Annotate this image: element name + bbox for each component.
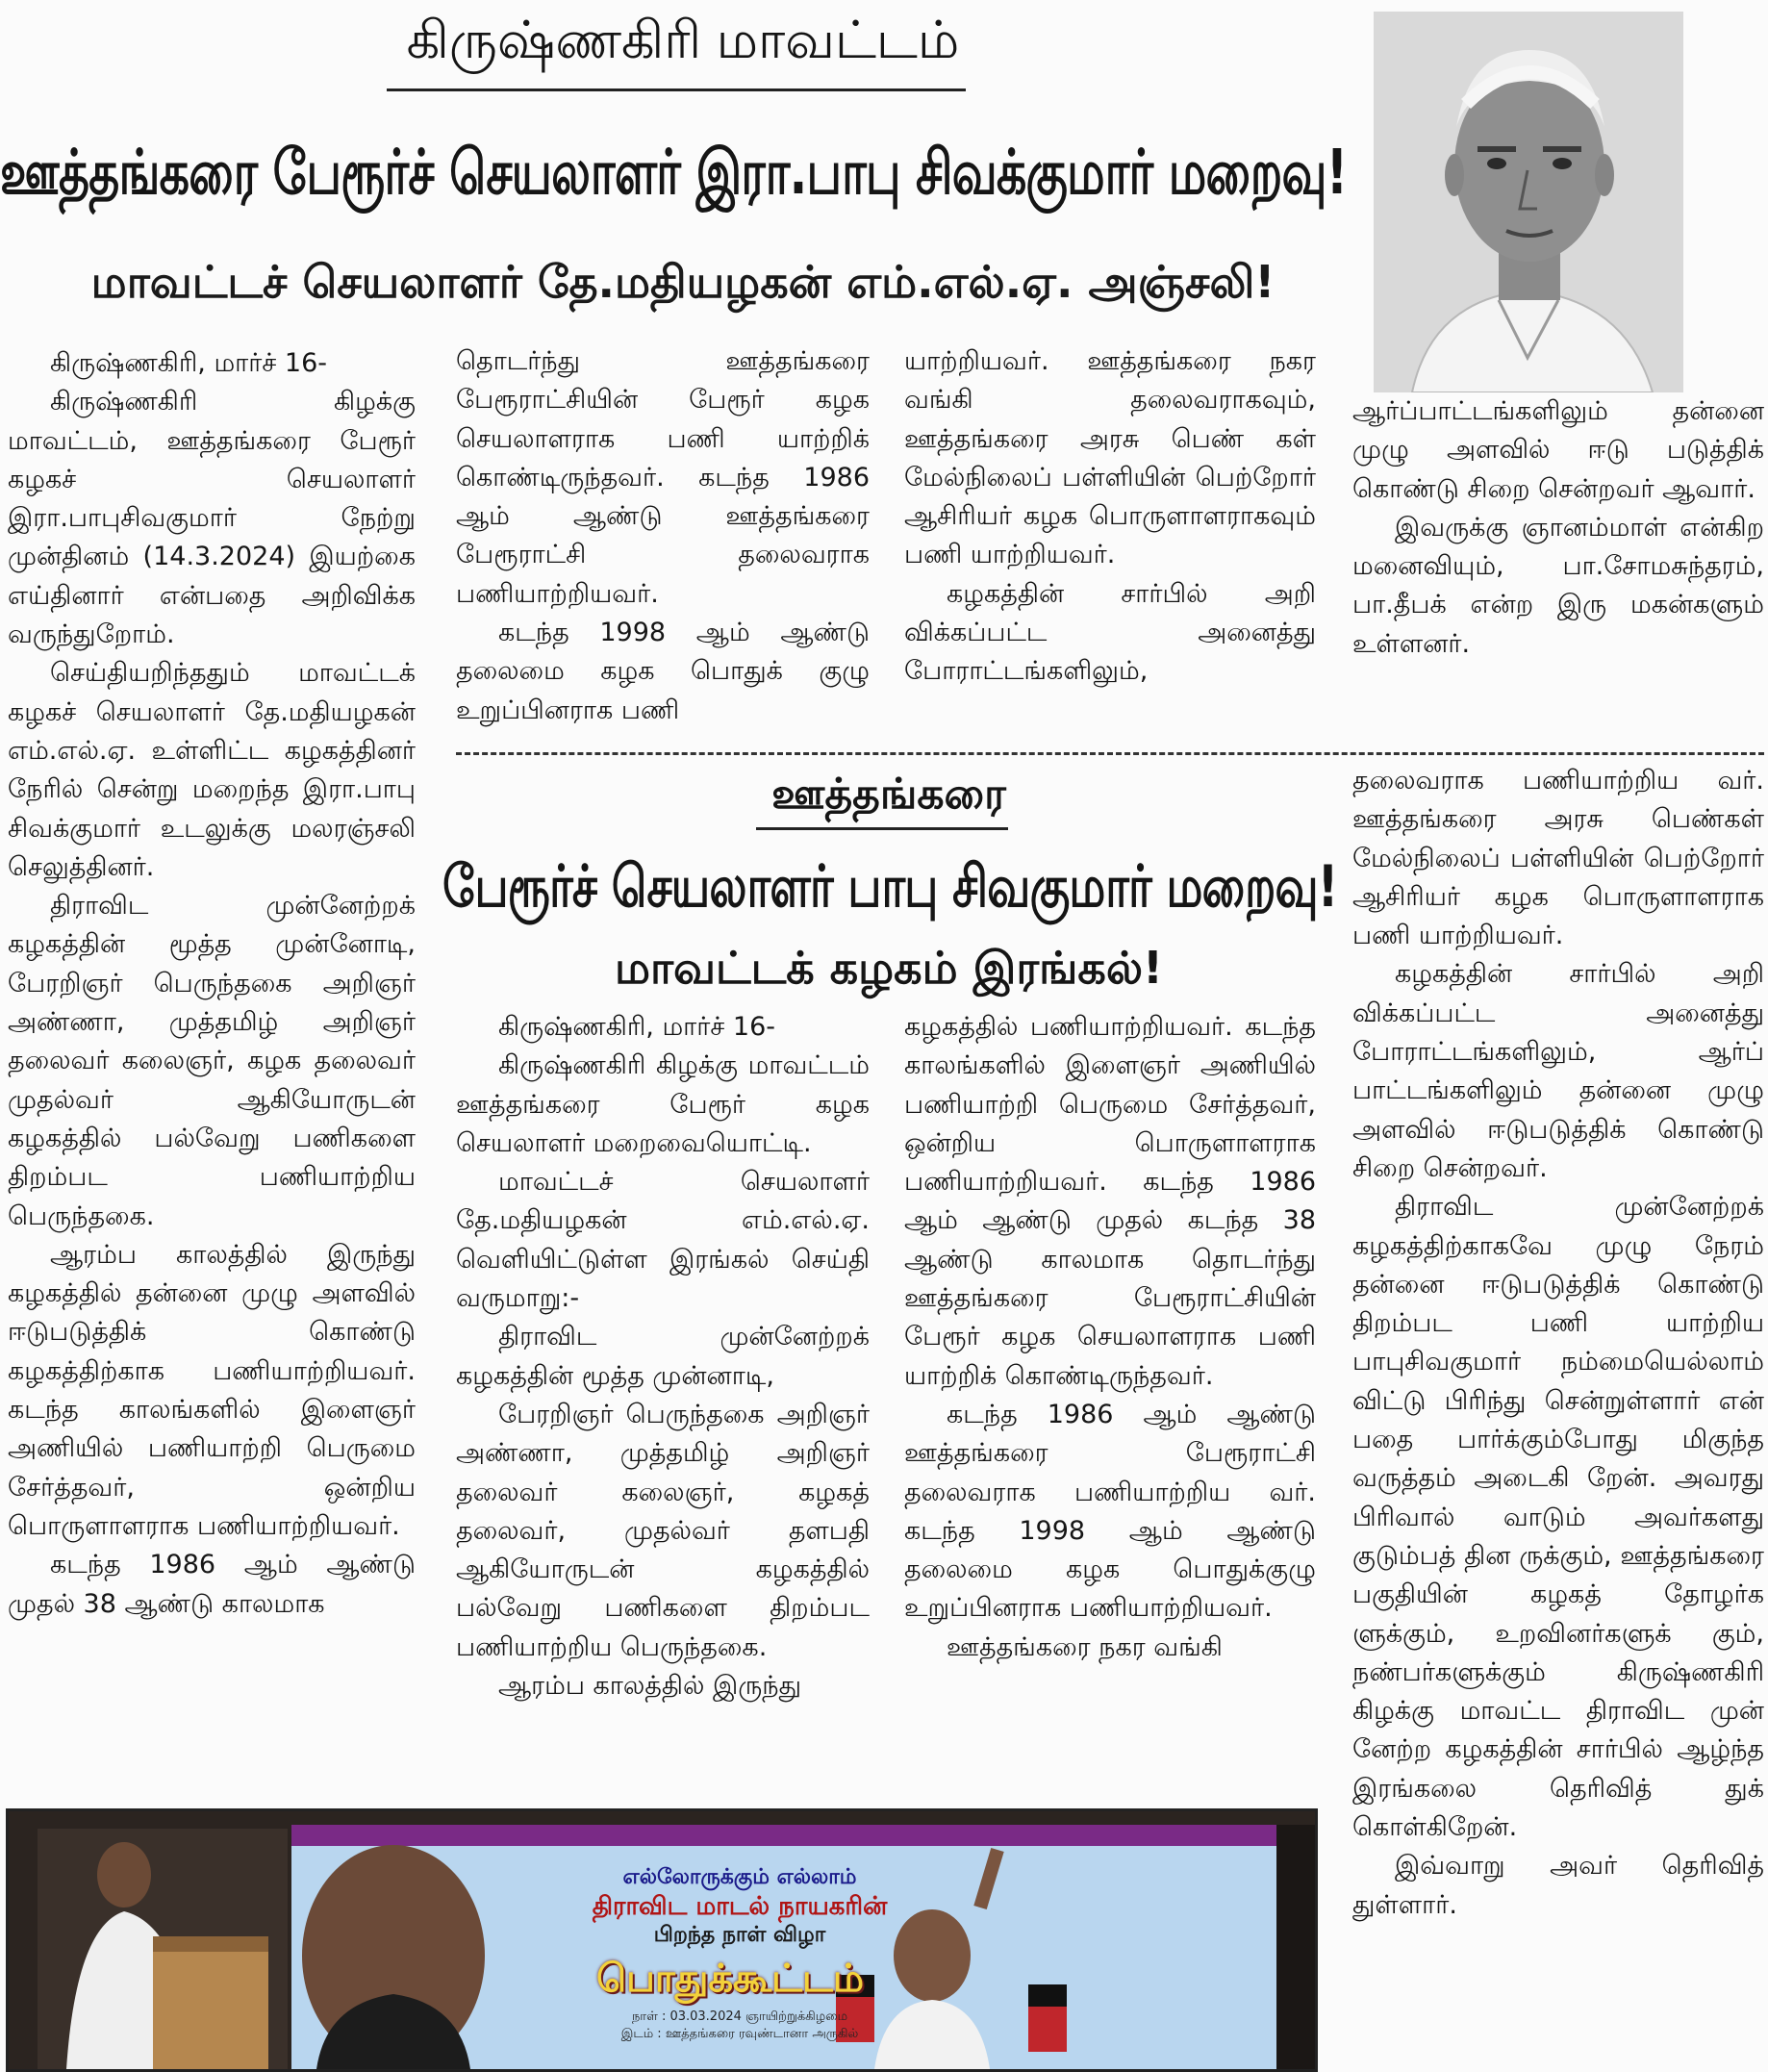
story1-para: செய்தியறிந்ததும் மாவட்டக் கழகச் செயலாளர் தே.மதியழகன் எம்.எல்.ஏ. உள்ளிட்ட கழகத்தினர் நேரில் சென்று மறைந்த இரா.பாபு சிவக்குமார் உடலுக்கு மலரஞ்சலி செலுத்தினர். — [8, 658, 416, 882]
story1-para: யாற்றியவர். ஊத்தங்கரை நகர வங்கி தலைவராகவும், ஊத்தங்கரை அரசு பெண் கள் மேல்நிலைப் பள்ளியின் பெற்றோர் ஆசிரியர் கழக பொருளாளராகவும் பணி யாற்றியவர். — [904, 346, 1316, 570]
story1-para: கடந்த 1986 ஆம் ஆண்டு முதல் 38 ஆண்டு காலமாக — [8, 1550, 416, 1619]
banner-event-name: பொதுக்கூட்டம் — [595, 1957, 865, 2001]
story2-para: கழகத்தில் பணியாற்றியவர். கடந்த காலங்களில் இளைஞர் அணியில் பணியாற்றி பெருமை சேர்த்தவர், ஒன்றிய பொருளாளராக பணியாற்றியவர். கடந்த 1986 ஆம் ஆண்டு முதல் கடந்த 38 ஆண்டு காலமாக தொடர்ந்து ஊத்தங்கரை பேரூராட்சியின் பேரூர் கழக செயலாளராக பணி யாற்றிக் கொண்டிருந்தவர். — [904, 1012, 1316, 1391]
story2-para: கடந்த 1986 ஆம் ஆண்டு ஊத்தங்கரை பேரூராட்சி தலைவராக பணியாற்றிய வர். கடந்த 1998 ஆம் ஆண்டு தலைமை கழக பொதுக்குழு உறுப்பினராக பணியாற்றியவர். — [904, 1399, 1316, 1624]
story2-para: ஊத்தங்கரை நகர வங்கி — [947, 1631, 1223, 1662]
story1-para: ஆரம்ப காலத்தில் இருந்து கழகத்தில் தன்னை முழு அளவில் ஈடுபடுத்திக் கொண்டு கழகத்திற்காக பணியாற்றியவர். கடந்த காலங்களில் இளைஞர் அணியில் பணியாற்றி பெருமை சேர்த்தவர், ஒன்றிய பொருளாளராக பணியாற்றியவர். — [8, 1239, 416, 1541]
story1-column-1 — [8, 344, 416, 1760]
story2-headline: பேரூர்ச் செயலாளர் பாபு சிவகுமார் மறைவு! — [442, 853, 1338, 921]
story2-column-1 — [456, 1008, 870, 1778]
story1-column-2 — [456, 342, 870, 727]
story2-para: கழகத்தின் சார்பில் அறி விக்கப்பட்ட அனைத்து போராட்டங்களிலும், ஆர்ப் பாட்டங்களிலும் தன்னை முழு அளவில் ஈடுபடுத்திக் கொண்டு சிறை சென்றவர். — [1352, 959, 1764, 1183]
story2-para: இவ்வாறு அவர் தெரிவித் துள்ளார். — [1352, 1851, 1764, 1920]
story2-para: திராவிட முன்னேற்றக் கழகத்திற்காகவே முழு நேரம் தன்னை ஈடுபடுத்திக் கொண்டு திறம்பட பணி யாற்றிய பாபுசிவகுமார் நம்மையெல்லாம் விட்டு பிரிந்து சென்றுள்ளார் என் பதை பார்க்கும்போது மிகுந்த வருத்தம் அடைகி றேன். அவரது பிரிவால் வாடும் அவர்களது குடும்பத் தின ருக்கும், ஊத்தங்கரை பகுதியின் கழகத் தோழர்க ளுக்கும், உறவினர்களுக் கும், நண்பர்களுக்கும் கிருஷ்ணகிரி கிழக்கு மாவட்ட திராவிட முன் னேற்ற கழகத்தின் சார்பில் ஆழ்ந்த இரங்கலை தெரிவித் துக் கொள்கிறேன். — [1352, 1192, 1764, 1843]
event-photo — [6, 1808, 1318, 2072]
story1-para: தொடர்ந்து ஊத்தங்கரை பேரூராட்சியின் பேரூர் கழக செயலாளராக பணி யாற்றிக் கொண்டிருந்தவர். கடந்த 1986 ஆம் ஆண்டு ஊத்தங்கரை பேரூராட்சி தலைவராக பணியாற்றியவர். — [456, 346, 870, 609]
story2-para: கிருஷ்ணகிரி கிழக்கு மாவட்டம் ஊத்தங்கரை பேரூர் கழக செயலாளர் மறைவையொட்டி. — [456, 1050, 870, 1158]
story1-para: ஆர்ப்பாட்டங்களிலும் தன்னை முழு அளவில் ஈடு படுத்திக் கொண்டு சிறை சென்றவர் ஆவார். — [1352, 396, 1764, 504]
story2-para: மாவட்டச் செயலாளர் தே.மதியழகன் எம்.எல்.ஏ. வெளியிட்டுள்ள இரங்கல் செய்தி வருமாறு:- — [456, 1167, 870, 1314]
story1-para: இவருக்கு ஞானம்மாள் என்கிற மனைவியும், பா.சோமசுந்தரம், பா.தீபக் என்ற இரு மகன்களும் உள்ளனர். — [1352, 512, 1764, 659]
story2-para: திராவிட முன்னேற்றக் கழகத்தின் மூத்த முன்னாடி, — [456, 1322, 870, 1391]
story2-para: பேரறிஞர் பெருந்தகை அறிஞர் அண்ணா, முத்தமிழ் அறிஞர் தலைவர் கலைஞர், கழகத் தலைவர், முதல்வர் தளபதி ஆகியோருடன் கழகத்தில் பல்வேறு பணிகளை திறம்பட பணியாற்றிய பெருந்தகை. — [456, 1399, 870, 1662]
main-subheadline: மாவட்டச் செயலாளர் தே.மதியழகன் எம்.எல்.ஏ. அஞ்சலி! — [90, 256, 1275, 308]
story1-para: கிருஷ்ணகிரி கிழக்கு மாவட்டம், ஊத்தங்கரை பேரூர் கழகச் செயலாளர் இரா.பாபுசிவகுமார் நேற்று முன்தினம் (14.3.2024) இயற்கை எய்தினார் என்பதை அறிவிக்க வருந்துறோம். — [8, 387, 416, 650]
story2-kicker: ஊத்தங்கரை — [771, 770, 1006, 819]
banner-slogan: எல்லோருக்கும் எல்லாம் — [622, 1865, 857, 1889]
story2-para: ஆரம்ப காலத்தில் இருந்து — [498, 1671, 802, 1702]
banner-venue: இடம் : ஊத்தங்கரை ரவுண்டானா அருகில் — [620, 2027, 859, 2041]
story1-para: கழகத்தின் சார்பில் அறி விக்கப்பட்ட அனைத்து போராட்டங்களிலும், — [904, 578, 1316, 687]
story2-kicker-underline — [756, 827, 1008, 830]
story1-dateline: கிருஷ்ணகிரி, மார்ச் 16- — [50, 348, 328, 378]
portrait-figure — [1374, 12, 1683, 392]
story1-column-4 — [1352, 392, 1764, 741]
district-title: கிருஷ்ணகிரி மாவட்டம் — [406, 10, 960, 70]
story1-para: கடந்த 1998 ஆம் ஆண்டு தலைமை கழக பொதுக் குழு உறுப்பினராக பணி — [456, 618, 870, 725]
story2-column-2 — [904, 1008, 1316, 1778]
story1-column-3 — [904, 342, 1316, 727]
story2-para: தலைவராக பணியாற்றிய வர். ஊத்தங்கரை அரசு பெண்கள் மேல்நிலைப் பள்ளியின் பெற்றோர் ஆசிரியர் கழக பொருளாளராக பணி யாற்றியவர். — [1352, 766, 1764, 951]
story1-para: திராவிட முன்னேற்றக் கழகத்தின் மூத்த முன்னோடி, பேரறிஞர் பெருந்தகை அறிஞர் அண்ணா, முத்தமிழ் அறிஞர் தலைவர் கலைஞர், கழக தலைவர் முதல்வர் ஆகியோருடன் கழகத்தில் பல்வேறு பணிகளை திறம்பட பணியாற்றிய பெருந்தகை. — [8, 891, 416, 1231]
story2-subheadline: மாவட்டக் கழகம் இரங்கல்! — [614, 942, 1163, 994]
banner-subtitle: பிறந்த நாள் விழா — [653, 1923, 826, 1947]
banner-title: திராவிட மாடல் நாயகரின் — [592, 1892, 888, 1921]
story2-dateline: கிருஷ்ணகிரி, மார்ச் 16- — [498, 1012, 776, 1042]
district-title-underline — [387, 88, 966, 91]
banner-date: நாள் : 03.03.2024 ஞாயிற்றுக்கிழமை — [631, 2009, 848, 2024]
story-separator — [456, 752, 1764, 755]
story2-column-3 — [1352, 762, 1764, 2068]
main-headline: ஊத்தங்கரை பேரூர்ச் செயலாளர் இரா.பாபு சிவக்குமார் மறைவு! — [0, 138, 1348, 209]
portrait-photo — [1374, 12, 1683, 392]
